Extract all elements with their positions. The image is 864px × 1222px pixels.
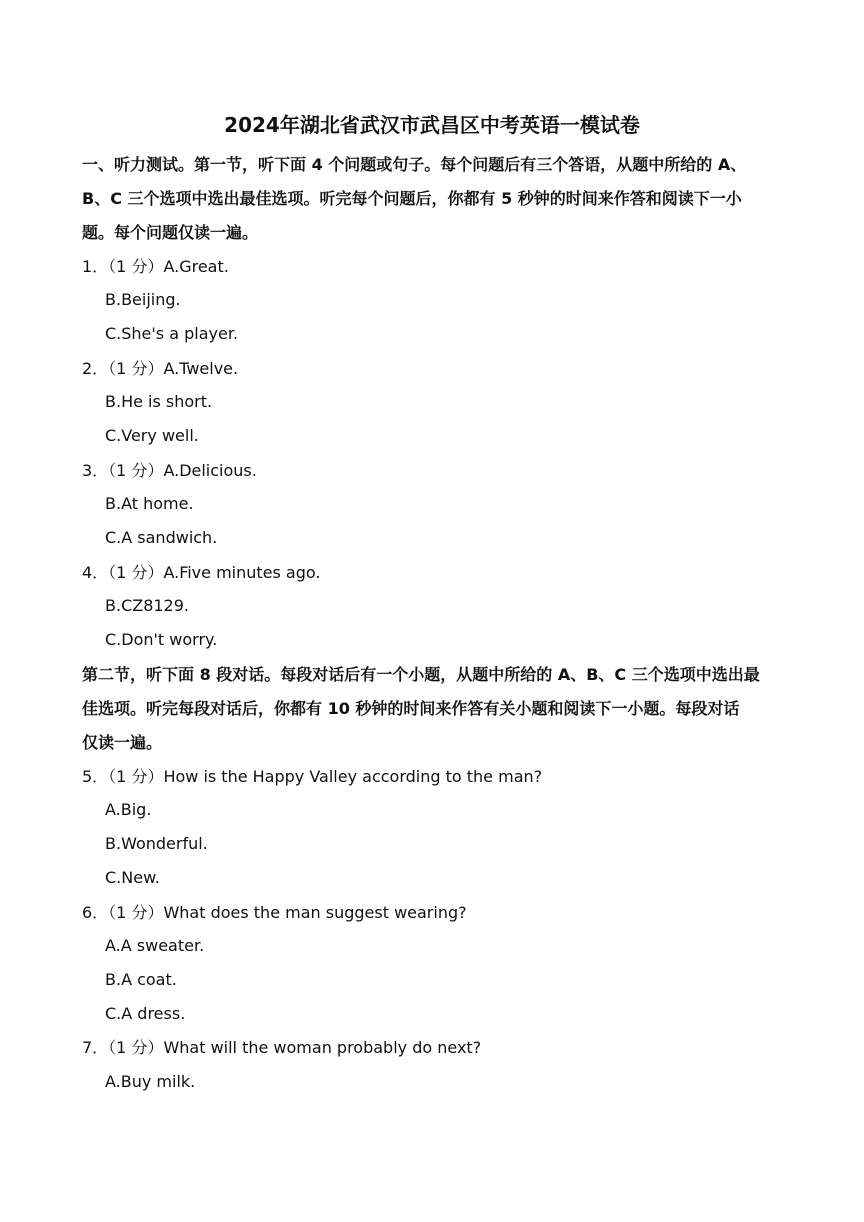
page-title: 2024年湖北省武汉市武昌区中考英语一模试卷 (224, 113, 640, 137)
question-2-option-b: B.He is short. (105, 392, 213, 411)
question-6-stem: 6．（1 分）What does the man suggest wearing? (82, 903, 467, 922)
section2-instruction-line-3: 仅读一遍。 (82, 733, 163, 752)
question-6-option-a: A.A sweater. (105, 936, 205, 955)
question-1-stem: 1．（1 分）A.Great. (82, 257, 229, 276)
question-6-option-b: B.A coat. (105, 970, 177, 989)
question-2-option-c: C.Very well. (105, 426, 199, 445)
question-4-option-c: C.Don't worry. (105, 630, 218, 649)
section1-instruction-line-1: 一、听力测试。第一节，听下面 4 个问题或句子。每个问题后有三个答语，从题中所给的 A、 (82, 155, 747, 174)
question-7-stem: 7．（1 分）What will the woman probably do next? (82, 1038, 482, 1057)
section1-instruction-line-3: 题。每个问题仅读一遍。 (82, 223, 259, 242)
question-5-option-b: B.Wonderful. (105, 834, 208, 853)
question-4-stem: 4．（1 分）A.Five minutes ago. (82, 563, 321, 582)
question-3-option-b: B.At home. (105, 494, 194, 513)
question-5-option-c: C.New. (105, 868, 160, 887)
section1-instruction-line-2: B、C 三个选项中选出最佳选项。听完每个问题后，你都有 5 秒钟的时间来作答和阅读下一小 (82, 189, 742, 208)
question-1-option-b: B.Beijing. (105, 290, 181, 309)
question-6-option-c: C.A dress. (105, 1004, 186, 1023)
question-5-option-a: A.Big. (105, 800, 152, 819)
question-5-stem: 5．（1 分）How is the Happy Valley according to the man? (82, 767, 543, 786)
section2-instruction-line-2: 佳选项。听完每段对话后，你都有 10 秒钟的时间来作答有关小题和阅读下一小题。每段对话 (82, 699, 740, 718)
question-1-option-c: C.She's a player. (105, 324, 239, 343)
question-4-option-b: B.CZ8129. (105, 596, 189, 615)
question-3-stem: 3．（1 分）A.Delicious. (82, 461, 257, 480)
section2-instruction-line-1: 第二节，听下面 8 段对话。每段对话后有一个小题，从题中所给的 A、B、C 三个选项中选出最 (82, 665, 760, 684)
question-3-option-c: C.A sandwich. (105, 528, 218, 547)
question-7-option-a: A.Buy milk. (105, 1072, 196, 1091)
question-2-stem: 2．（1 分）A.Twelve. (82, 359, 239, 378)
